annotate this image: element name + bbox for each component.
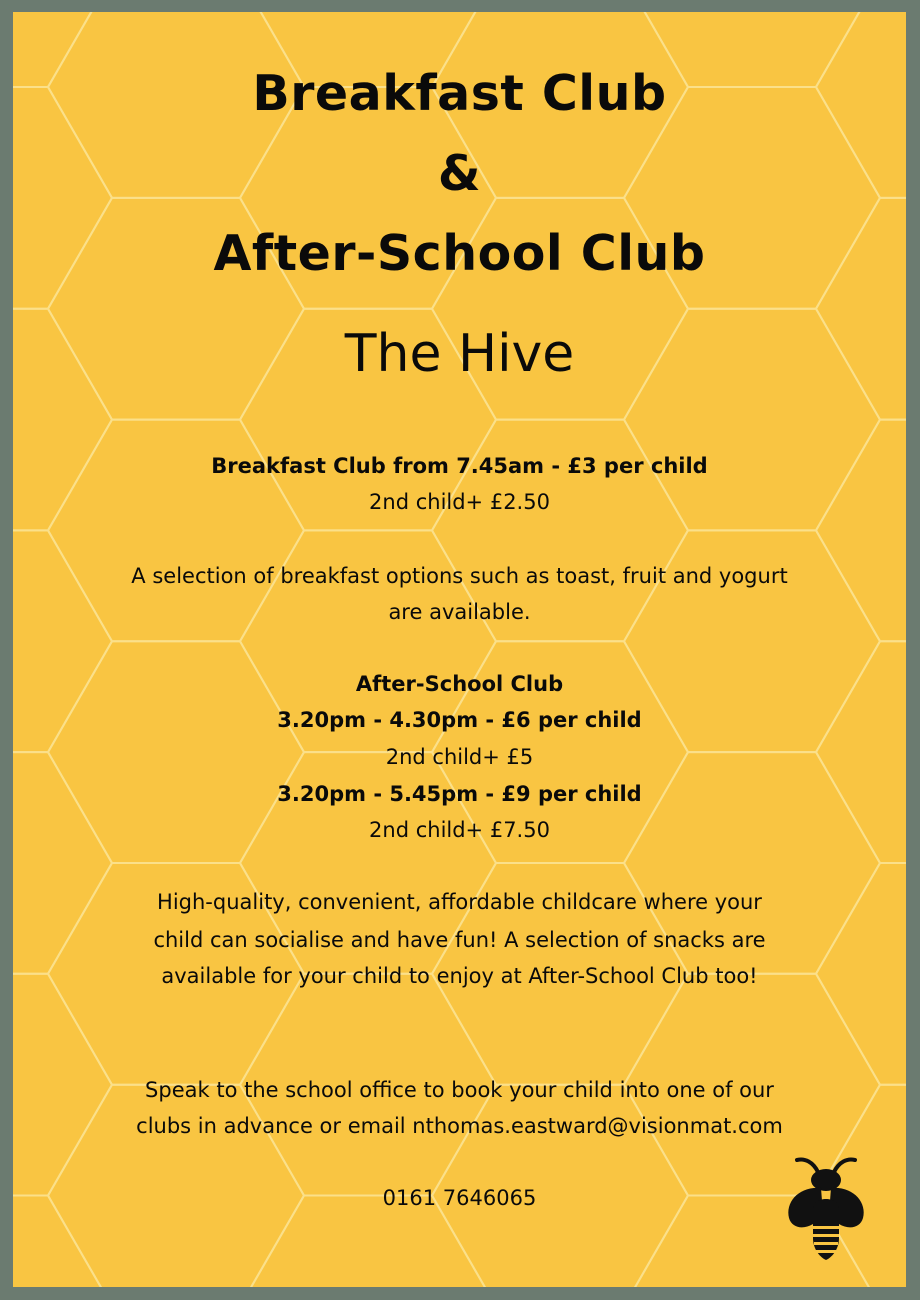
after-school-heading: After-School Club	[355, 672, 564, 696]
after-school-option2: 3.20pm - 5.45pm - £9 per child	[277, 782, 642, 806]
promo-line2: child can socialise and have fun! A selection of snacks are	[153, 928, 766, 952]
contact-line2: clubs in advance or email nthomas.eastward@visionmat.com	[136, 1114, 783, 1138]
poster-content	[13, 12, 906, 1287]
after-school-option2-sibling: 2nd child+ £7.50	[369, 818, 550, 842]
title-ampersand: &	[437, 145, 482, 202]
bee-icon	[783, 1152, 869, 1264]
breakfast-sibling-price: 2nd child+ £2.50	[369, 490, 550, 514]
breakfast-description-line2: are available.	[388, 600, 531, 624]
poster	[13, 12, 906, 1287]
breakfast-description-line1: A selection of breakfast options such as toast, fruit and yogurt	[131, 564, 788, 588]
after-school-option1-sibling: 2nd child+ £5	[385, 745, 534, 769]
promo-line3: available for your child to enjoy at After-School Club too!	[161, 964, 758, 988]
title-after-school-club: After-School Club	[213, 225, 706, 282]
breakfast-heading: Breakfast Club from 7.45am - £3 per child	[211, 454, 708, 478]
contact-phone: 0161 7646065	[382, 1186, 537, 1210]
promo-line1: High-quality, convenient, affordable childcare where your	[157, 890, 762, 914]
title-breakfast-club: Breakfast Club	[252, 65, 667, 122]
subtitle-the-hive: The Hive	[344, 324, 575, 384]
contact-line1: Speak to the school office to book your child into one of our	[145, 1078, 774, 1102]
after-school-option1: 3.20pm - 4.30pm - £6 per child	[277, 708, 642, 732]
